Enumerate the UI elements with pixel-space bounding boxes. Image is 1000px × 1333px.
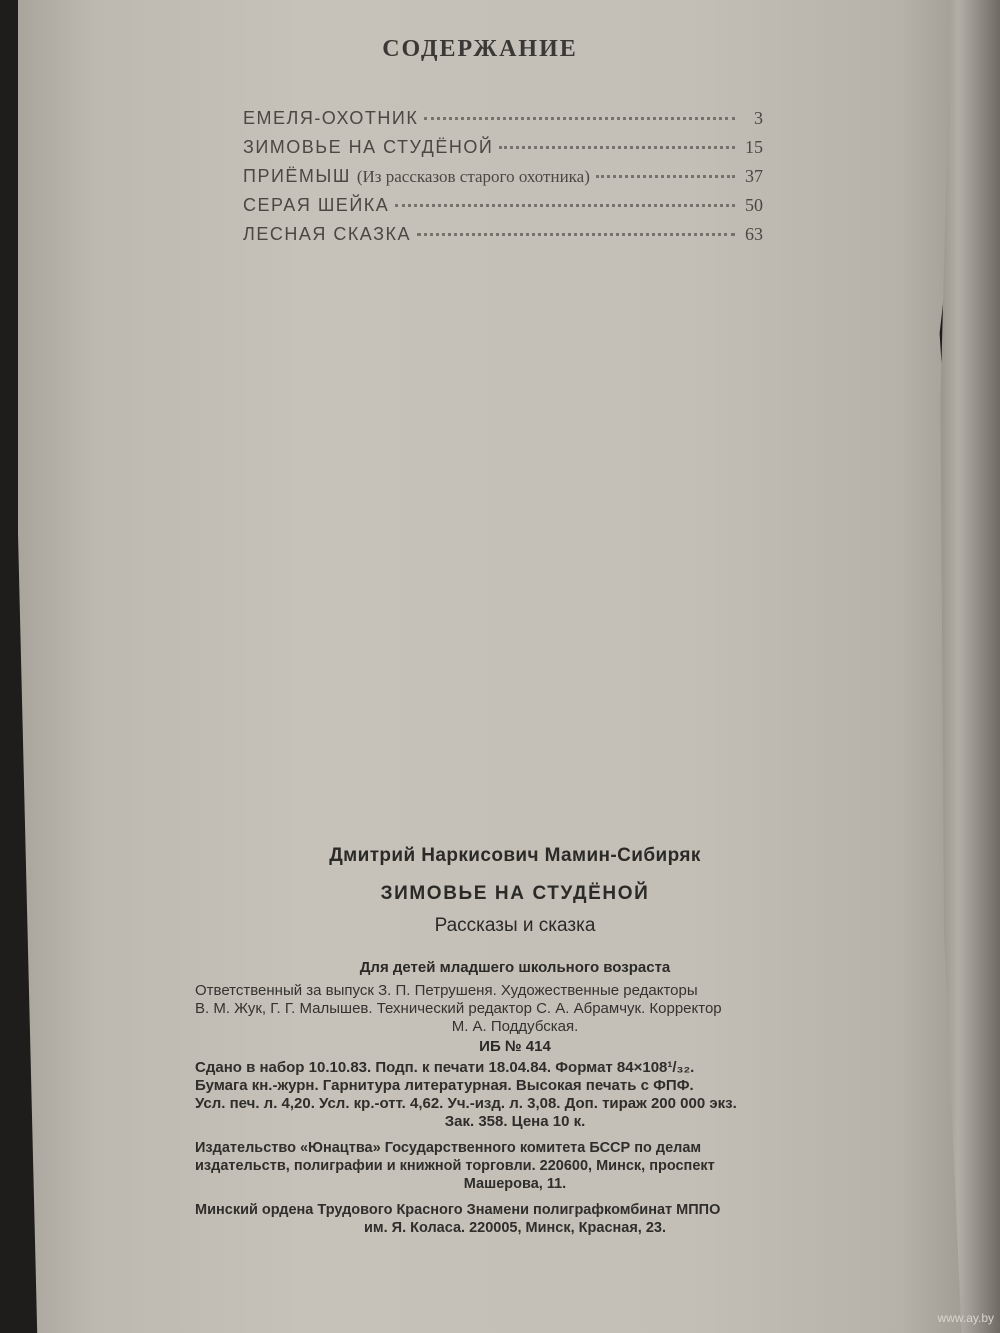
toc-entry-page: 37 [745,166,763,186]
toc-entry [243,224,763,253]
staff-credits [195,982,835,1036]
toc-entry-subtitle: (Из рассказов старого охотника) [356,167,590,186]
staff-line: Ответственный за выпуск З. П. Петрушеня. Художественные редакторы [195,982,698,999]
toc-leader-dots [499,145,735,149]
watermark-text: www.ay.by [937,1311,994,1325]
author-name: Дмитрий Наркисович Мамин-Сибиряк [329,845,701,866]
print-line: Бумага кн.-журн. Гарнитура литературная. Высокая печать с ФПФ. [195,1077,694,1094]
toc-entry [243,137,763,166]
toc-entry [243,108,763,137]
table-of-contents [243,108,763,253]
publisher-line: Машерова, 11. [463,1176,567,1192]
toc-leader-dots [424,116,735,120]
print-line: Усл. печ. л. 4,20. Усл. кр.-отт. 4,62. Уч.-изд. л. 3,08. Доп. тираж 200 000 экз. [195,1095,737,1112]
toc-entry-page: 15 [745,137,763,157]
toc-entry-page: 63 [745,224,763,244]
toc-entry-title: СЕРАЯ ШЕЙКА [243,195,390,215]
toc-leader-dots [395,203,735,207]
toc-title: СОДЕРЖАНИЕ [382,36,578,62]
publisher-line: Издательство «Юнацтва» Государственного комитета БССР по делам [195,1140,702,1156]
publisher-line: издательств, полиграфии и книжной торговли. 220600, Минск, проспект [195,1158,715,1174]
publisher-info [195,1139,835,1193]
book-title: ЗИМОВЬЕ НА СТУДЁНОЙ [380,883,650,904]
toc-entry-title: ЛЕСНАЯ СКАЗКА [243,224,411,244]
print-line: Сдано в набор 10.10.83. Подп. к печати 18.04.84. Формат 84×108¹/₃₂. [195,1059,695,1076]
printer-line: Минский ордена Трудового Красного Знамени полиграфкомбинат МППО [195,1202,721,1218]
toc-entry-title: ПРИЁМЫШ [243,166,351,186]
toc-entry [243,166,763,195]
book-subtitle: Рассказы и сказка [434,915,596,936]
toc-leader-dots [596,174,735,178]
toc-leader-dots [417,232,735,236]
print-details [195,1059,835,1131]
printer-info [195,1201,835,1237]
printer-line: им. Я. Коласа. 220005, Минск, Красная, 23. [363,1220,667,1236]
toc-entry-page: 3 [754,108,763,128]
imprint-block [195,845,835,1237]
staff-line: В. М. Жук, Г. Г. Малышев. Технический редактор С. А. Абрамчук. Корректор [195,1000,722,1017]
staff-line: М. А. Поддубская. [451,1018,579,1035]
ib-number: ИБ № 414 [479,1038,551,1055]
print-line: Зак. 358. Цена 10 к. [444,1113,586,1130]
toc-entry-title: ЗИМОВЬЕ НА СТУДЁНОЙ [243,137,494,157]
toc-entry [243,195,763,224]
audience-note: Для детей младшего школьного возраста [359,959,671,976]
toc-entry-title: ЕМЕЛЯ-ОХОТНИК [243,108,419,128]
toc-entry-page: 50 [745,195,763,215]
